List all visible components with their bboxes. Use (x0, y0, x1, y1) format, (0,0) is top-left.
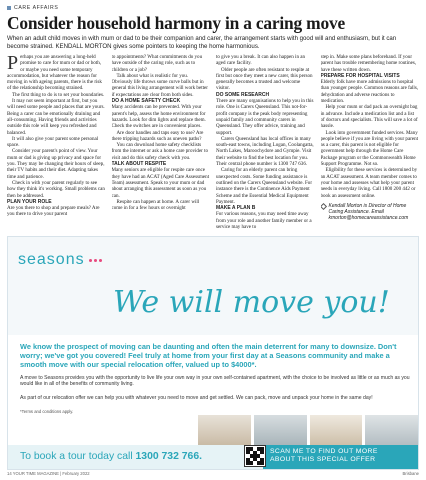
section-label: CARE AFFAIRS (14, 5, 59, 11)
paragraph: Help your mum or dad pack an overnight bag in advance. Include a medication list and a list of doctors and specialists. This will save a lot of hassle. (320, 104, 418, 130)
subheading: MAKE A PLAN B (216, 205, 256, 212)
ad-slogan: We will move you! (113, 285, 390, 320)
scan-message (270, 448, 410, 464)
article-column-1 (7, 54, 106, 262)
paragraph: Check in with your parent regularly to see how they think it's working. Small problems can then be addressed. (7, 179, 105, 199)
paragraph: to appointments? What commitments do you have outside of the caring role, such as to children or a job? (111, 54, 203, 73)
subheading: DO A HOME SAFETY CHECK (111, 98, 181, 105)
ad-body-text-2: As part of our relocation offer we can help you with whatever you need to move and get settled. We can pack, move and unpack your home in the same day! (20, 395, 373, 401)
paragraph: Caring for an elderly parent can bring unexpected costs. Some funding assistance is outlined on the Carers Queensland website. For instance there is the Continence Aids Payment Scheme and the Essential Medical Equipment Payment. (216, 167, 313, 205)
paragraph (7, 54, 106, 92)
paragraph: Are door handles and taps easy to use? Are there tripping hazards such as uneven paths? (111, 129, 204, 142)
paragraph: The first thing to do is to set your boundaries. (12, 91, 105, 98)
paragraph: You can download home safety checklists from the internet or ask a home care provider to visit and do this safety check with you. (111, 142, 209, 161)
apartment-photo (198, 415, 251, 445)
section-square-icon (7, 6, 11, 10)
paragraph: Look into government funded services. Many people believe if you are living with your parent as a carer, this parent is not eligible for government help through the Home Care Package program or the Commonwealth Home Support Programme. Not so. (320, 129, 419, 168)
subheading: PREPARE FOR HOSPITAL VISITS (320, 72, 400, 79)
footer-left: 14 YOUR TIME MAGAZINE | February 2022 (7, 471, 90, 476)
logo-dots-icon (89, 259, 102, 262)
subheading: TALK ABOUT RESPITE (111, 161, 167, 168)
page-footer (7, 471, 419, 476)
author-byline (321, 203, 420, 222)
paragraph: Many seniors are eligible for respite care once they have had an ACAT (Aged Care Assessment Team) assessment. Speak to your mum or dad about arranging this assessment as soon as you can. (111, 167, 210, 199)
apartment-photo (310, 415, 363, 445)
scan-line-2: ABOUT THIS SPECIAL OFFER (270, 456, 376, 464)
footer-right: Brisbane (402, 471, 419, 476)
scan-line-1: SCAN ME TO FIND OUT MORE (270, 448, 378, 455)
article-column-3 (216, 54, 315, 262)
paragraph: It may not seem important at first, but you will need some people and places that are yours. Being a carer can be emotionally draining and all-consuming. Having friends and activities outside this role will keep you refreshed and balanced. (7, 98, 105, 136)
paragraph: There are many organisations to help you in this role. One is Carers Queensland. This not-for-profit company is the peak body representing unpaid family and community carers in Queensland. They offer advice, training and support. (216, 98, 314, 136)
paragraph: Older people are often resistant to respite at first but once they meet a new carer, this person generally becomes a trusted and welcome visitor. (216, 66, 313, 92)
headline: Consider household harmony in a caring move (7, 13, 345, 33)
qr-code-icon[interactable] (244, 445, 266, 467)
seasons-advertisement (7, 236, 419, 470)
paragraph: Eligibility for these services is determined by an ACAT assessment. A team member comes to your home and assesses what help your parent needs in everyday living. Call 1800 200 442 or book an assessment online. (320, 167, 418, 199)
apartment-photo (254, 415, 307, 445)
paragraph: For various reasons, you may need time away from your role and another family member or a service may have to (216, 211, 312, 231)
ad-lead-text: We know the prospect of moving can be daunting and often the main deterrent for many to downsize. Don't worry; we've got you covered! Feel truly at home from your first day at a Seasons community and make a smooth move with our special relocation offer, valued up to $4000*. (20, 342, 397, 370)
seasons-logo (18, 251, 102, 269)
article-column-2 (112, 54, 211, 262)
book-tour-cta[interactable] (20, 451, 202, 462)
paragraph: Consider your parent's point of view. Your mum or dad is giving up privacy and space for you. They may be changing their hours of sleep, their TV habits and their diet. Adapting takes time and patience. (7, 148, 105, 180)
article-column-4 (321, 54, 420, 262)
ad-terms: *Terms and conditions apply. (20, 409, 74, 414)
apartment-photo (365, 415, 418, 445)
subheading: DO SOME RESEARCH (216, 91, 270, 98)
paragraph: Talk about what is realistic for you. Obviously life throws some curve balls but in general this living arrangement will work better if expectations are clear from both sides. (111, 72, 208, 98)
section-tag (7, 5, 58, 11)
byline-text: Kendall Morton is Director of Home Caring Assistance. Email kmorton@homecareassistance.com (328, 202, 409, 222)
pencil-icon (321, 203, 327, 210)
subheading: PLAN YOUR ROLE (7, 198, 52, 205)
article-body (7, 54, 419, 262)
cta-phone[interactable]: 1300 732 766. (135, 451, 202, 462)
paragraph: Many accidents can be prevented. With your parent's help, assess the home environment for hazards. Look for dim lights and replace them. Check the switches are in convenient places. (111, 104, 206, 130)
cta-prefix: To book a tour today call (20, 451, 136, 462)
paragraph: step in. Make some plans beforehand. If your parent has trouble remembering home routines, have these written down. (320, 54, 417, 73)
paragraph: Respite can happen at home. A carer will come in for a few hours or overnight (111, 198, 200, 212)
paragraph: to give you a break. It can also happen in an aged care facility. (216, 54, 305, 67)
ad-body-text: A move to Seasons provides you with the opportunity to live life your own way in your own self-contained apartment, with the choice to be involved as little or as much as you would like in all of the benefits of community living. (20, 375, 410, 388)
logo-text: seasons (18, 251, 85, 268)
ad-photo-strip (198, 415, 418, 445)
drop-cap: P (7, 54, 19, 74)
paragraph: Carers Queensland has local offices in many south-east towns, including Logan, Coolangatta, North Lakes, Maroochydore and Gympie. Visit their website to find the best location for you. Their central phone number is 1300 747 636. (216, 135, 314, 168)
standfirst: When an adult child moves in with mum or dad to be their companion and carer, the arrangement starts with good will and enthusiasm, but it can become strained. KENDALL MORTON gives some pointers to keeping the home harmonious. (7, 35, 397, 50)
paragraph: Elderly folk have more admissions to hospital than younger people. Common reasons are falls, dehydration and adverse reactions to medication. (320, 79, 419, 105)
paragraph: Are you there to shop and prepare meals? Are you there to drive your parent (7, 205, 100, 218)
paragraph: It will also give your parent some personal space. (7, 135, 99, 149)
paragraph-text: erhaps you are answering a long-held promise to care for mum or dad or both, or maybe you need some temporary accommodation, but whatever the reason for moving in with ageing parents, there is the risk of the relationship becoming strained. (7, 54, 102, 92)
